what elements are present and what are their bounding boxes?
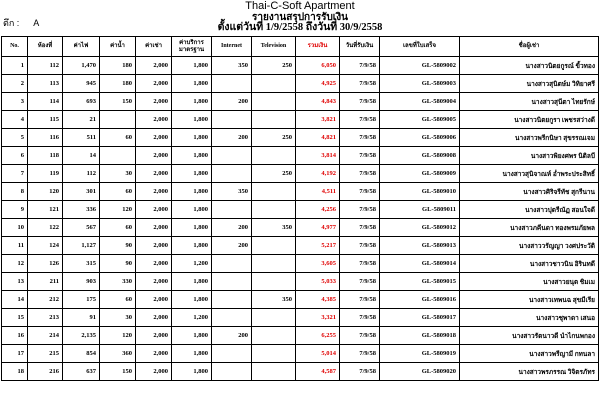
television-fee xyxy=(252,255,296,273)
room-number: 212 xyxy=(28,291,63,309)
payment-date: 7/9/58 xyxy=(340,345,380,363)
row-number: 11 xyxy=(2,237,28,255)
television-fee: 350 xyxy=(252,291,296,309)
rent-fee: 2,000 xyxy=(136,345,172,363)
rent-fee: 2,000 xyxy=(136,129,172,147)
receipt-number: GL-5809012 xyxy=(380,219,460,237)
water-fee: 60 xyxy=(100,291,136,309)
payment-date: 7/9/58 xyxy=(340,165,380,183)
receipt-number: GL-5809009 xyxy=(380,165,460,183)
room-number: 113 xyxy=(28,75,63,93)
television-fee xyxy=(252,237,296,255)
tenant-name: นางสาวชาวนิน อิรินทดี xyxy=(460,255,599,273)
table-row xyxy=(2,129,599,147)
water-fee: 60 xyxy=(100,183,136,201)
table-row xyxy=(2,345,599,363)
rent-fee: 2,000 xyxy=(136,255,172,273)
rent-fee: 2,000 xyxy=(136,363,172,381)
rent-fee: 2,000 xyxy=(136,309,172,327)
television-fee xyxy=(252,75,296,93)
television-fee xyxy=(252,273,296,291)
receipt-number: GL-5809011 xyxy=(380,201,460,219)
rent-fee: 2,000 xyxy=(136,237,172,255)
tenant-name: นางสาวเทพนฉ สุขมีเรีย xyxy=(460,291,599,309)
row-number: 3 xyxy=(2,93,28,111)
television-fee xyxy=(252,363,296,381)
electric-fee: 91 xyxy=(63,309,100,327)
electric-fee: 1,470 xyxy=(63,57,100,75)
internet-fee xyxy=(212,111,252,129)
service-fee: 1,800 xyxy=(172,219,212,237)
row-number: 16 xyxy=(2,327,28,345)
tenant-name: นางสาวนิตยกูรณ์ ขิ้วทอง xyxy=(460,57,599,75)
receipt-number: GL-5809004 xyxy=(380,93,460,111)
receipt-number: GL-5809013 xyxy=(380,237,460,255)
water-fee: 30 xyxy=(100,165,136,183)
water-fee: 330 xyxy=(100,273,136,291)
internet-fee xyxy=(212,291,252,309)
row-number: 13 xyxy=(2,273,28,291)
row-number: 10 xyxy=(2,219,28,237)
television-fee: 250 xyxy=(252,129,296,147)
service-fee: 1,800 xyxy=(172,291,212,309)
payment-date: 7/9/58 xyxy=(340,219,380,237)
tenant-name: นางสาววรัญญา วงศประวัติ xyxy=(460,237,599,255)
room-number: 216 xyxy=(28,363,63,381)
total-amount: 4,587 xyxy=(296,363,340,381)
service-fee: 1,800 xyxy=(172,345,212,363)
col-header-service: ค่าบริการ มาตรฐาน xyxy=(172,37,212,57)
room-number: 120 xyxy=(28,183,63,201)
tenant-name: นางสาวพรภรรณ วิจิตรภัทร xyxy=(460,363,599,381)
payment-date: 7/9/58 xyxy=(340,255,380,273)
tenant-name: นางสาวภคีนดา ทองพรมภัยพล xyxy=(460,219,599,237)
app-title: Thai-C-Soft Apartment xyxy=(245,0,355,12)
payment-date: 7/9/58 xyxy=(340,363,380,381)
row-number: 1 xyxy=(2,57,28,75)
television-fee xyxy=(252,183,296,201)
tenant-name: นางสาวพรีกนิษา สุขรรณเจม xyxy=(460,129,599,147)
television-fee xyxy=(252,111,296,129)
total-amount: 4,925 xyxy=(296,75,340,93)
row-number: 9 xyxy=(2,201,28,219)
receipt-number: GL-5809003 xyxy=(380,75,460,93)
internet-fee xyxy=(212,345,252,363)
row-number: 2 xyxy=(2,75,28,93)
table-row xyxy=(2,57,599,75)
internet-fee: 200 xyxy=(212,93,252,111)
electric-fee: 854 xyxy=(63,345,100,363)
water-fee: 30 xyxy=(100,309,136,327)
table-row xyxy=(2,75,599,93)
television-fee xyxy=(252,345,296,363)
rent-fee: 2,000 xyxy=(136,219,172,237)
payment-date: 7/9/58 xyxy=(340,291,380,309)
payment-date: 7/9/58 xyxy=(340,273,380,291)
total-amount: 3,605 xyxy=(296,255,340,273)
water-fee xyxy=(100,111,136,129)
receipt-number: GL-5809015 xyxy=(380,273,460,291)
room-number: 118 xyxy=(28,147,63,165)
receipt-number: GL-5809018 xyxy=(380,327,460,345)
table-body xyxy=(2,57,599,381)
television-fee: 250 xyxy=(252,57,296,75)
rent-fee: 2,000 xyxy=(136,111,172,129)
total-amount: 4,511 xyxy=(296,183,340,201)
tenant-name: นางสาวสุนิตษ์ม วิทิยาศรี xyxy=(460,75,599,93)
television-fee: 350 xyxy=(252,219,296,237)
total-amount: 4,192 xyxy=(296,165,340,183)
rent-fee: 2,000 xyxy=(136,147,172,165)
internet-fee xyxy=(212,147,252,165)
receipt-number: GL-5809008 xyxy=(380,147,460,165)
tenant-name: นางสาวยนุต ชิมเม xyxy=(460,273,599,291)
receipt-number: GL-5809016 xyxy=(380,291,460,309)
television-fee xyxy=(252,327,296,345)
payment-date: 7/9/58 xyxy=(340,309,380,327)
payment-date: 7/9/58 xyxy=(340,93,380,111)
table-row xyxy=(2,327,599,345)
rent-fee: 2,000 xyxy=(136,291,172,309)
payment-date: 7/9/58 xyxy=(340,129,380,147)
col-header-internet: Internet xyxy=(212,37,252,57)
electric-fee: 301 xyxy=(63,183,100,201)
col-header-no: No. xyxy=(2,37,28,57)
tenant-name: นางสาวพิยงศพร นิติลบี xyxy=(460,147,599,165)
building-label: ตึก : xyxy=(3,18,20,28)
row-number: 14 xyxy=(2,291,28,309)
electric-fee: 2,135 xyxy=(63,327,100,345)
television-fee xyxy=(252,93,296,111)
room-number: 119 xyxy=(28,165,63,183)
internet-fee: 200 xyxy=(212,129,252,147)
table-row xyxy=(2,93,599,111)
room-number: 121 xyxy=(28,201,63,219)
row-number: 18 xyxy=(2,363,28,381)
rent-fee: 2,000 xyxy=(136,165,172,183)
total-amount: 4,977 xyxy=(296,219,340,237)
table-row xyxy=(2,255,599,273)
water-fee: 60 xyxy=(100,219,136,237)
table-row xyxy=(2,111,599,129)
internet-fee xyxy=(212,165,252,183)
table-row xyxy=(2,201,599,219)
col-header-tenant: ชื่อผู้เช่า xyxy=(460,37,599,57)
row-number: 15 xyxy=(2,309,28,327)
receipt-number: GL-5809006 xyxy=(380,129,460,147)
payment-date: 7/9/58 xyxy=(340,75,380,93)
rent-fee: 2,000 xyxy=(136,57,172,75)
water-fee: 120 xyxy=(100,201,136,219)
receipt-number: GL-5809014 xyxy=(380,255,460,273)
rent-fee: 2,000 xyxy=(136,75,172,93)
service-fee: 1,800 xyxy=(172,147,212,165)
television-fee: 250 xyxy=(252,165,296,183)
total-amount: 3,821 xyxy=(296,111,340,129)
water-fee: 120 xyxy=(100,327,136,345)
col-header-date: วันที่รับเงิน xyxy=(340,37,380,57)
tenant-name: นางสาวรัตนาวดี นำไกนพกอง xyxy=(460,327,599,345)
total-amount: 3,814 xyxy=(296,147,340,165)
internet-fee xyxy=(212,273,252,291)
col-header-total: รวมเงิน xyxy=(296,37,340,57)
total-amount: 6,050 xyxy=(296,57,340,75)
television-fee xyxy=(252,309,296,327)
tenant-name: นางสาวนิตยกูรา เพชรสว่างดี xyxy=(460,111,599,129)
internet-fee xyxy=(212,363,252,381)
room-number: 124 xyxy=(28,237,63,255)
total-amount: 5,033 xyxy=(296,273,340,291)
room-number: 115 xyxy=(28,111,63,129)
television-fee xyxy=(252,201,296,219)
table-row xyxy=(2,363,599,381)
electric-fee: 112 xyxy=(63,165,100,183)
payment-date: 7/9/58 xyxy=(340,183,380,201)
report-title: รายงานสรุปการรับเงิน xyxy=(252,12,348,23)
tenant-name: นางสาวปุตรีณัฏ สอนใจดี xyxy=(460,201,599,219)
row-number: 8 xyxy=(2,183,28,201)
service-fee: 1,200 xyxy=(172,255,212,273)
service-fee: 1,800 xyxy=(172,129,212,147)
electric-fee: 567 xyxy=(63,219,100,237)
room-number: 112 xyxy=(28,57,63,75)
receipt-number: GL-5809019 xyxy=(380,345,460,363)
col-header-water: ค่าน้ำ xyxy=(100,37,136,57)
table-row xyxy=(2,147,599,165)
electric-fee: 315 xyxy=(63,255,100,273)
receipt-number: GL-5809005 xyxy=(380,111,460,129)
service-fee: 1,800 xyxy=(172,165,212,183)
service-fee: 1,800 xyxy=(172,93,212,111)
room-number: 122 xyxy=(28,219,63,237)
payment-date: 7/9/58 xyxy=(340,237,380,255)
rent-fee: 2,000 xyxy=(136,93,172,111)
water-fee: 180 xyxy=(100,57,136,75)
rent-fee: 2,000 xyxy=(136,183,172,201)
total-amount: 3,321 xyxy=(296,309,340,327)
total-amount: 4,843 xyxy=(296,93,340,111)
electric-fee: 175 xyxy=(63,291,100,309)
row-number: 4 xyxy=(2,111,28,129)
receipt-number: GL-5809020 xyxy=(380,363,460,381)
room-number: 211 xyxy=(28,273,63,291)
table-header-row xyxy=(2,37,599,57)
water-fee: 150 xyxy=(100,363,136,381)
payment-date: 7/9/58 xyxy=(340,147,380,165)
room-number: 116 xyxy=(28,129,63,147)
col-header-receipt: เลขที่ใบเสร็จ xyxy=(380,37,460,57)
water-fee: 90 xyxy=(100,237,136,255)
row-number: 5 xyxy=(2,129,28,147)
tenant-name: นางสาวชุพาดา เสนอ xyxy=(460,309,599,327)
receipt-number: GL-5809002 xyxy=(380,57,460,75)
service-fee: 1,800 xyxy=(172,273,212,291)
total-amount: 4,821 xyxy=(296,129,340,147)
payment-date: 7/9/58 xyxy=(340,201,380,219)
room-number: 215 xyxy=(28,345,63,363)
service-fee: 1,800 xyxy=(172,111,212,129)
internet-fee xyxy=(212,201,252,219)
room-number: 126 xyxy=(28,255,63,273)
service-fee: 1,800 xyxy=(172,363,212,381)
report-header xyxy=(0,0,600,36)
television-fee xyxy=(252,147,296,165)
rent-fee: 2,000 xyxy=(136,201,172,219)
rent-fee: 2,000 xyxy=(136,327,172,345)
service-fee: 1,800 xyxy=(172,75,212,93)
tenant-name: นางสาวสุนีตา ไทยรักษ์ xyxy=(460,93,599,111)
total-amount: 4,385 xyxy=(296,291,340,309)
table-row xyxy=(2,183,599,201)
rent-fee: 2,000 xyxy=(136,273,172,291)
water-fee: 150 xyxy=(100,93,136,111)
payment-date: 7/9/58 xyxy=(340,57,380,75)
water-fee: 60 xyxy=(100,129,136,147)
service-fee: 1,800 xyxy=(172,201,212,219)
row-number: 12 xyxy=(2,255,28,273)
col-header-room: ห้องที่ xyxy=(28,37,63,57)
total-amount: 5,014 xyxy=(296,345,340,363)
row-number: 6 xyxy=(2,147,28,165)
service-fee: 1,800 xyxy=(172,183,212,201)
row-number: 7 xyxy=(2,165,28,183)
building-value: A xyxy=(33,18,40,28)
col-header-rent: ค่าเช่า xyxy=(136,37,172,57)
room-number: 114 xyxy=(28,93,63,111)
service-fee: 1,800 xyxy=(172,237,212,255)
total-amount: 6,255 xyxy=(296,327,340,345)
service-fee: 1,800 xyxy=(172,327,212,345)
date-range: ตั้งแต่วันที่ 1/9/2558 ถึงวันที่ 30/9/2558 xyxy=(217,22,383,33)
internet-fee: 350 xyxy=(212,57,252,75)
electric-fee: 637 xyxy=(63,363,100,381)
electric-fee: 693 xyxy=(63,93,100,111)
tenant-name: นางสาวพรีญามี กทนลา xyxy=(460,345,599,363)
building-info xyxy=(3,16,39,30)
col-header-television: Television xyxy=(252,37,296,57)
payment-summary-table xyxy=(1,36,599,381)
col-header-electric: ค่าไฟ xyxy=(63,37,100,57)
internet-fee xyxy=(212,75,252,93)
electric-fee: 336 xyxy=(63,201,100,219)
electric-fee: 21 xyxy=(63,111,100,129)
electric-fee: 14 xyxy=(63,147,100,165)
table-row xyxy=(2,165,599,183)
water-fee: 90 xyxy=(100,255,136,273)
row-number: 17 xyxy=(2,345,28,363)
water-fee xyxy=(100,147,136,165)
internet-fee: 200 xyxy=(212,219,252,237)
internet-fee: 200 xyxy=(212,327,252,345)
table-row xyxy=(2,237,599,255)
water-fee: 360 xyxy=(100,345,136,363)
electric-fee: 945 xyxy=(63,75,100,93)
total-amount: 4,256 xyxy=(296,201,340,219)
electric-fee: 511 xyxy=(63,129,100,147)
service-fee: 1,800 xyxy=(172,57,212,75)
room-number: 214 xyxy=(28,327,63,345)
internet-fee xyxy=(212,309,252,327)
payment-date: 7/9/58 xyxy=(340,327,380,345)
service-fee: 1,200 xyxy=(172,309,212,327)
receipt-number: GL-5809017 xyxy=(380,309,460,327)
total-amount: 5,217 xyxy=(296,237,340,255)
internet-fee xyxy=(212,255,252,273)
water-fee: 180 xyxy=(100,75,136,93)
tenant-name: นางสาวศิริจรีทัช สุกรีนาน xyxy=(460,183,599,201)
table-row xyxy=(2,309,599,327)
internet-fee: 350 xyxy=(212,183,252,201)
receipt-number: GL-5809010 xyxy=(380,183,460,201)
table-row xyxy=(2,219,599,237)
table-row xyxy=(2,273,599,291)
table-row xyxy=(2,291,599,309)
room-number: 213 xyxy=(28,309,63,327)
electric-fee: 903 xyxy=(63,273,100,291)
internet-fee: 200 xyxy=(212,237,252,255)
payment-date: 7/9/58 xyxy=(340,111,380,129)
electric-fee: 1,127 xyxy=(63,237,100,255)
tenant-name: นางสาวสุนิจาณห์ อ่ำพระประสิทธิ์ xyxy=(460,165,599,183)
